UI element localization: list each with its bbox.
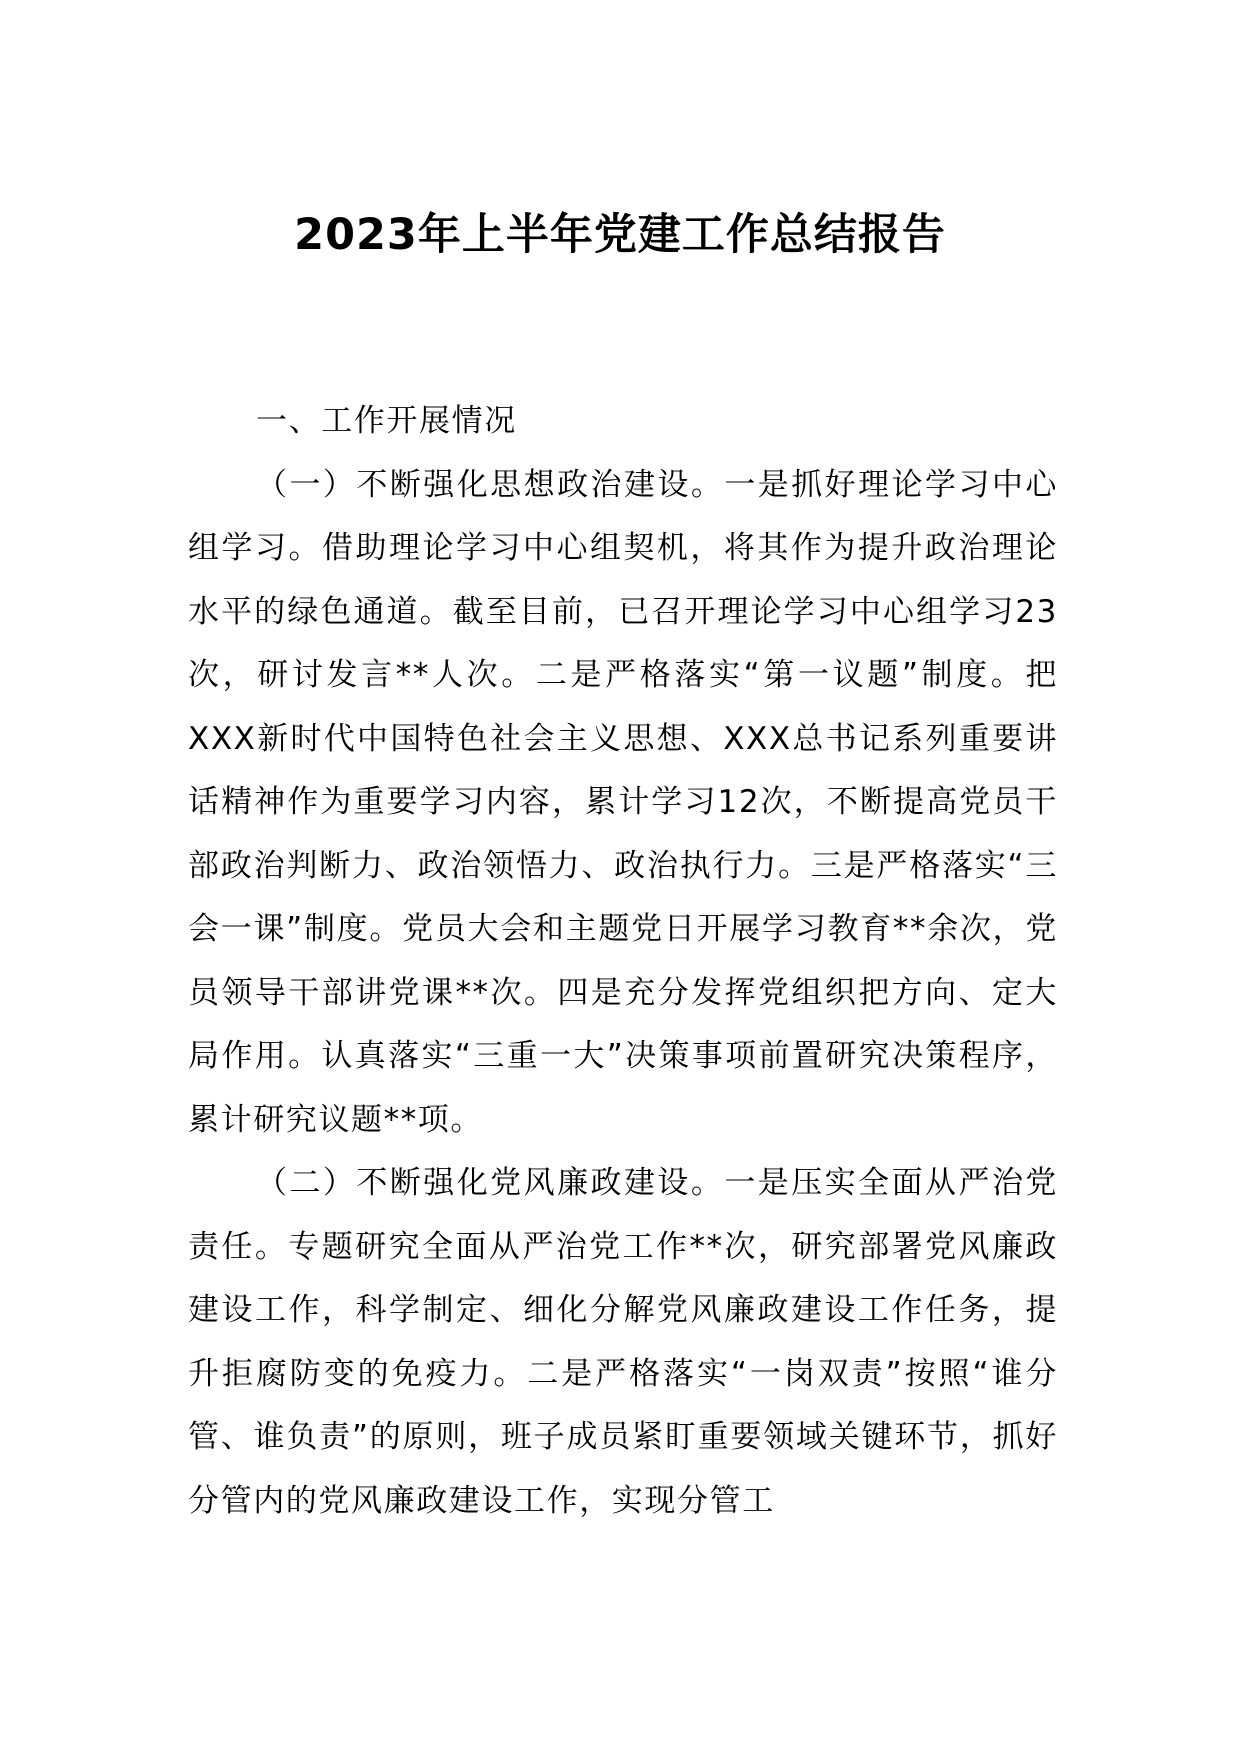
document-title: 2023年上半年党建工作总结报告 (294, 210, 946, 260)
document-body (188, 390, 1058, 1533)
paragraph-integrity: （二）不断强化党风廉政建设。一是压实全面从严治党责任。专题研究全面从严治党工作**次，研究部署党风廉政建设工作，科学制定、细化分解党风廉政建设工作任务，提升拒腐防变的免疫力。二是严格落实“一岗双责”按照“谁分管、谁负责”的原则，班子成员紧盯重要领域关键环节，抓好分管内的党风廉政建设工作，实现分管工 (188, 1165, 1058, 1519)
section-heading: 一、工作开展情况 (256, 403, 517, 439)
paragraph-ideology: （一）不断强化思想政治建设。一是抓好理论学习中心组学习。借助理论学习中心组契机，将其作为提升政治理论水平的绿色通道。截至目前，已召开理论学习中心组学习23次，研讨发言**人次。二是严格落实“第一议题”制度。把XXX新时代中国特色社会主义思想、XXX总书记系列重要讲话精神作为重要学习内容，累计学习12次，不断提高党员干部政治判断力、政治领悟力、政治执行力。三是严格落实“三会一课”制度。党员大会和主题党日开展学习教育**余次，党员领导干部讲党课**次。四是充分发挥党组织把方向、定大局作用。认真落实“三重一大”决策事项前置研究决策程序，累计研究议题**项。 (188, 466, 1058, 1138)
